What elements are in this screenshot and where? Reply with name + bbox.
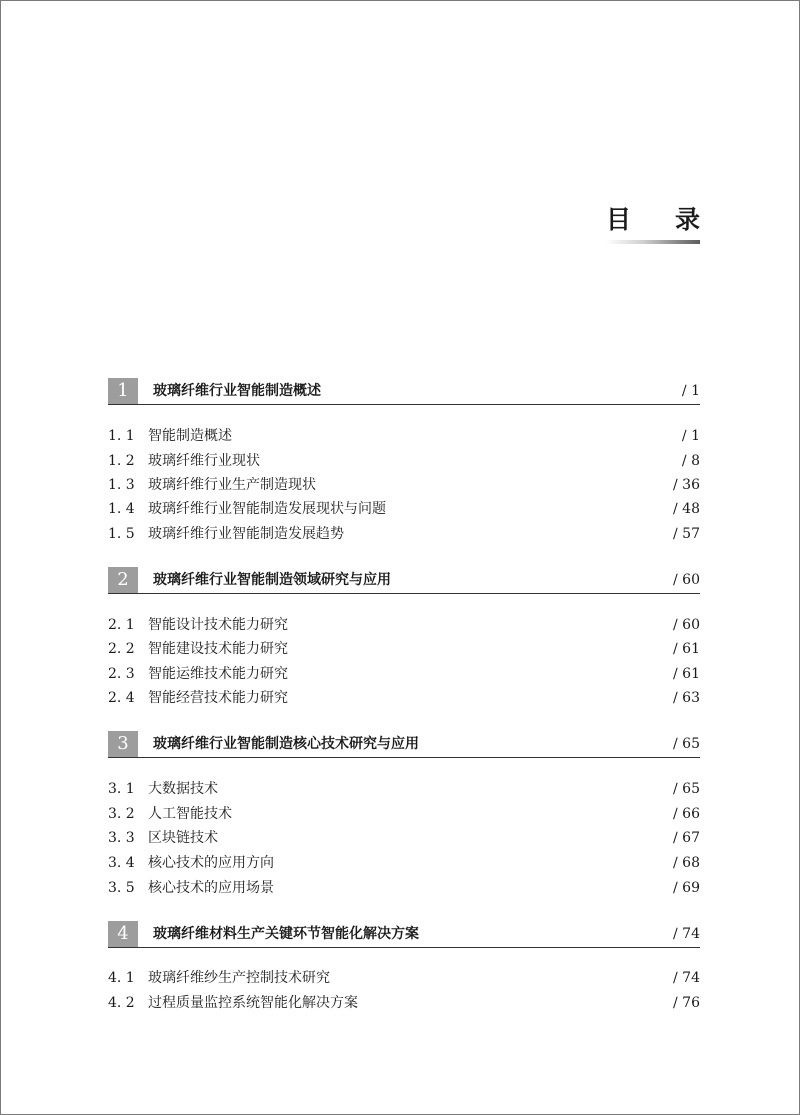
section-title: 玻璃纤维纱生产控制技术研究 [148,970,330,986]
chapter-1-row[interactable] [108,378,700,405]
section-row[interactable] [108,803,700,825]
chapter-2-row[interactable] [108,567,700,594]
section-title: 智能运维技术能力研究 [148,666,288,682]
section-page: ∕ 60 [673,617,700,633]
section-number: 2. 2 [108,641,135,657]
chapter-title: 玻璃纤维材料生产关键环节智能化解决方案 [153,926,419,942]
section-title: 玻璃纤维行业现状 [148,453,260,469]
section-row[interactable] [108,852,700,874]
section-title: 人工智能技术 [148,806,232,822]
section-page: ∕ 8 [681,453,700,469]
chapter-page: ∕ 65 [673,736,700,752]
section-row[interactable] [108,523,700,545]
section-title: 智能建设技术能力研究 [148,641,288,657]
chapter-number-badge: 1 [108,378,138,404]
section-row[interactable] [108,498,700,520]
chapter-4-row[interactable] [108,921,700,948]
section-title: 核心技术的应用场景 [148,880,274,896]
section-title: 智能经营技术能力研究 [148,690,288,706]
section-number: 2. 4 [108,690,135,706]
section-title: 核心技术的应用方向 [148,855,274,871]
section-row[interactable] [108,614,700,636]
section-page: ∕ 61 [673,641,700,657]
section-title: 智能制造概述 [148,428,232,444]
section-row[interactable] [108,425,700,447]
section-title: 区块链技术 [148,830,218,846]
section-row[interactable] [108,992,700,1014]
section-page: ∕ 63 [673,690,700,706]
section-row[interactable] [108,663,700,685]
chapter-title: 玻璃纤维行业智能制造核心技术研究与应用 [153,736,419,752]
section-row[interactable] [108,877,700,899]
heading-underline-bar [606,240,700,244]
section-page: ∕ 57 [673,526,700,542]
chapter-page: ∕ 74 [673,926,700,942]
section-page: ∕ 65 [673,781,700,797]
section-title: 智能设计技术能力研究 [148,617,288,633]
chapter-number-badge: 2 [108,567,138,593]
section-row[interactable] [108,474,700,496]
section-page: ∕ 68 [673,855,700,871]
section-title: 过程质量监控系统智能化解决方案 [148,995,358,1011]
section-page: ∕ 69 [673,880,700,896]
section-page: ∕ 76 [673,995,700,1011]
chapter-title: 玻璃纤维行业智能制造概述 [153,383,321,399]
section-row[interactable] [108,450,700,472]
section-number: 3. 3 [108,830,135,846]
chapter-title: 玻璃纤维行业智能制造领域研究与应用 [153,572,391,588]
section-number: 2. 3 [108,666,135,682]
toc-heading [606,206,700,246]
section-number: 2. 1 [108,617,135,633]
section-number: 1. 4 [108,501,135,517]
section-page: ∕ 66 [673,806,700,822]
section-number: 3. 4 [108,855,135,871]
section-page: ∕ 67 [673,830,700,846]
section-row[interactable] [108,827,700,849]
section-title: 玻璃纤维行业智能制造发展现状与问题 [148,501,386,517]
section-row[interactable] [108,778,700,800]
section-row[interactable] [108,967,700,989]
toc-heading-char-2: 录 [674,205,700,234]
section-number: 4. 1 [108,970,135,986]
section-number: 3. 5 [108,880,135,896]
section-number: 1. 2 [108,453,135,469]
section-page: ∕ 1 [681,428,700,444]
toc-heading-char-1: 目 [606,205,632,234]
section-title: 玻璃纤维行业智能制造发展趋势 [148,526,344,542]
chapter-number-badge: 3 [108,731,138,757]
section-title: 玻璃纤维行业生产制造现状 [148,477,316,493]
section-number: 1. 3 [108,477,135,493]
chapter-page: ∕ 60 [673,572,700,588]
section-number: 1. 1 [108,428,135,444]
chapter-page: ∕ 1 [681,383,700,399]
section-number: 1. 5 [108,526,135,542]
section-row[interactable] [108,687,700,709]
section-page: ∕ 74 [673,970,700,986]
section-page: ∕ 36 [673,477,700,493]
section-page: ∕ 48 [673,501,700,517]
section-page: ∕ 61 [673,666,700,682]
section-title: 大数据技术 [148,781,218,797]
section-row[interactable] [108,638,700,660]
chapter-number-badge: 4 [108,921,138,947]
section-number: 3. 1 [108,781,135,797]
section-number: 4. 2 [108,995,135,1011]
chapter-3-row[interactable] [108,731,700,758]
section-number: 3. 2 [108,806,135,822]
